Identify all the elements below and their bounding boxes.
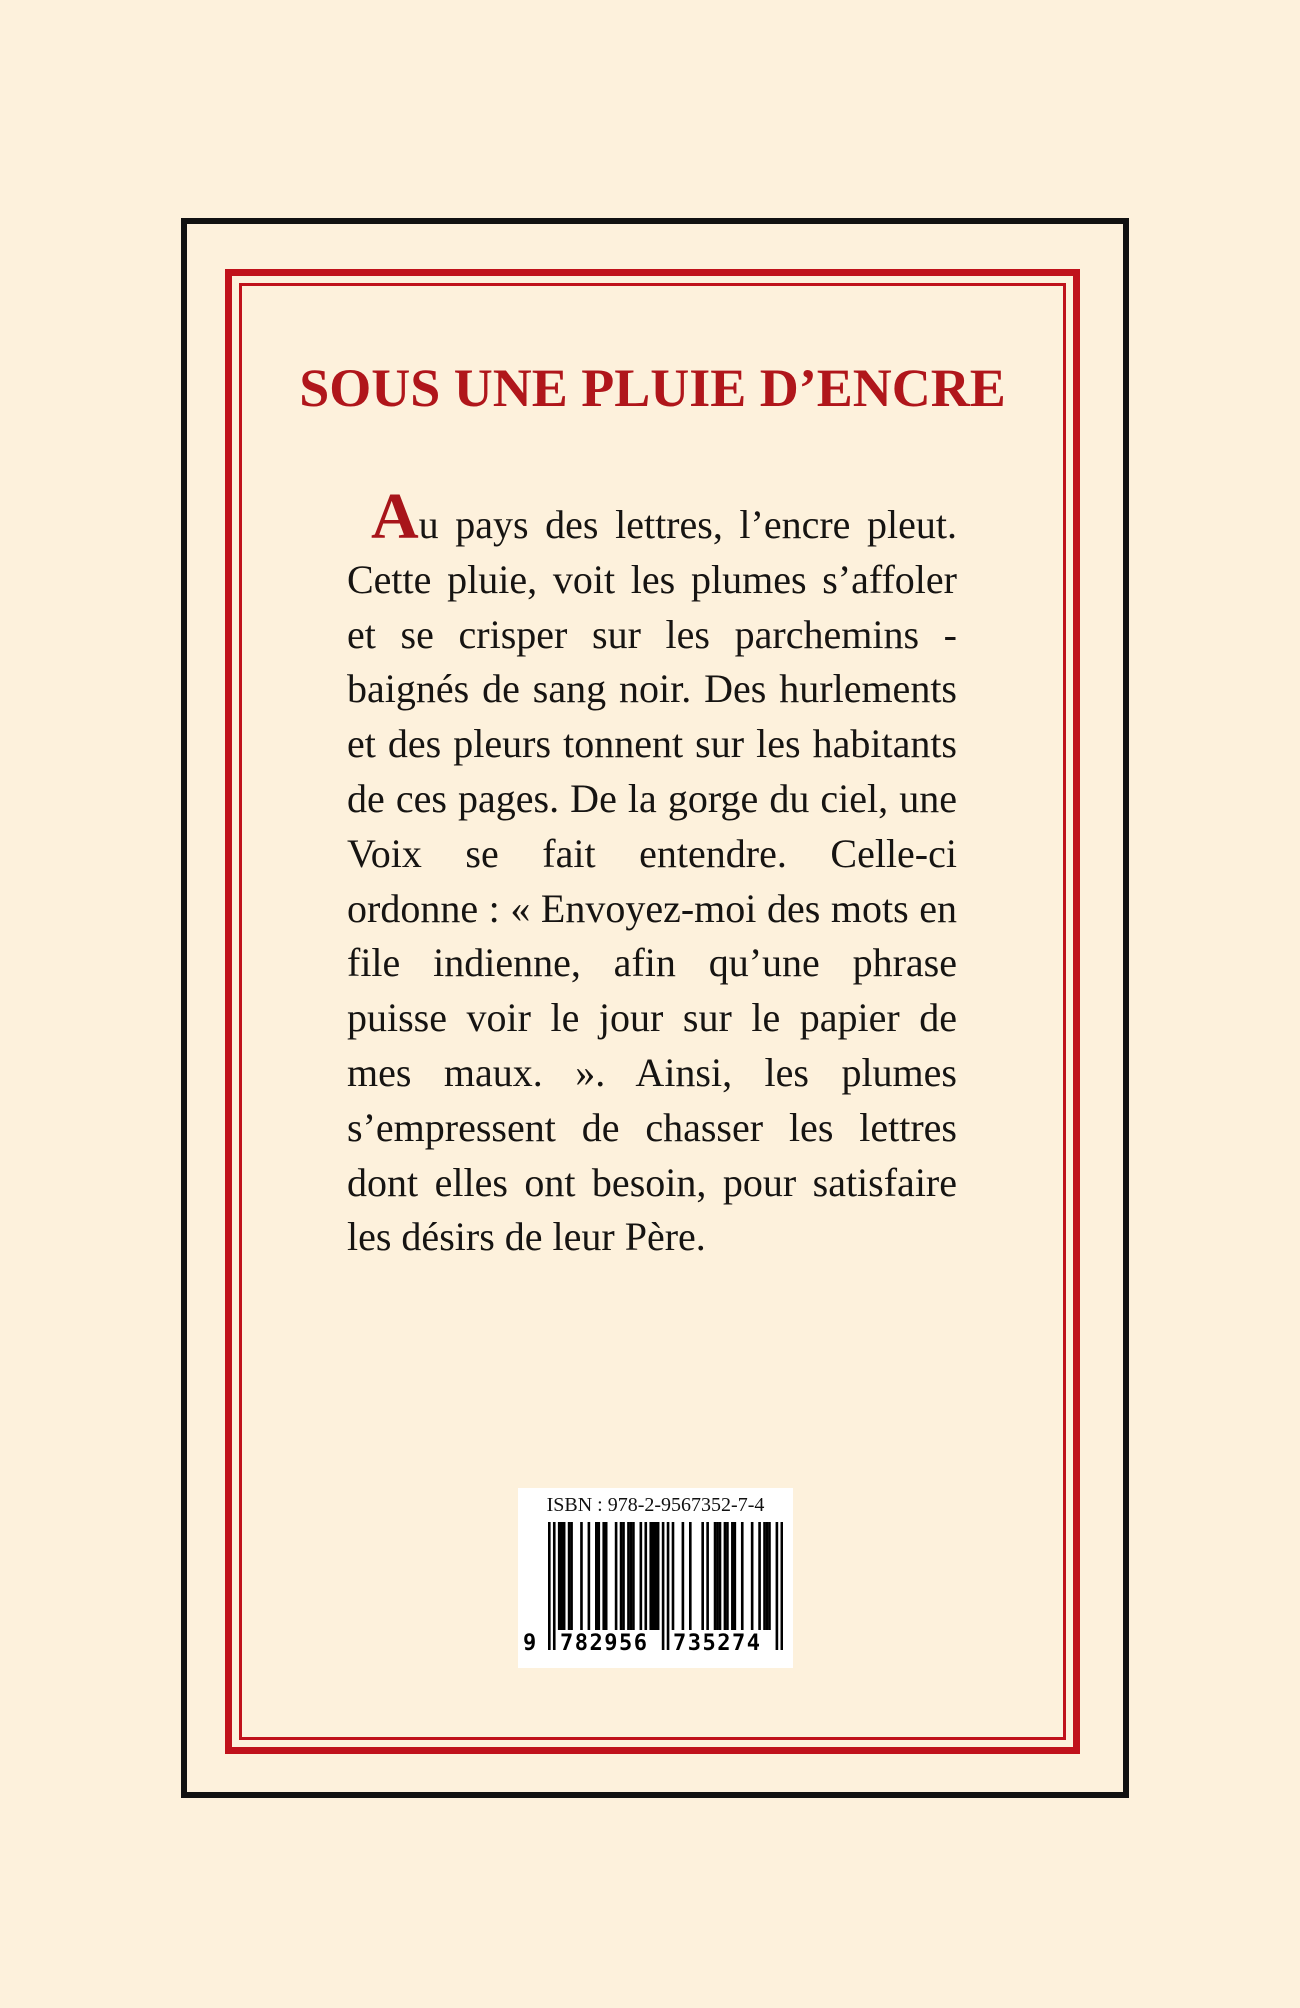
isbn-label: ISBN : 978-2-9567352-7-4 [546, 1494, 765, 1516]
barcode-bar [597, 1522, 600, 1630]
barcode-digits-right: 735274 [673, 1631, 762, 1656]
barcode-bar [560, 1522, 563, 1630]
barcode-bar [768, 1522, 771, 1630]
barcode-bar [689, 1522, 692, 1630]
barcode-bar [741, 1522, 744, 1630]
barcode-bar [724, 1522, 727, 1630]
barcode-bar [602, 1522, 605, 1630]
barcode-bar [558, 1522, 561, 1630]
barcode-bar [644, 1522, 647, 1630]
barcode-bar [734, 1522, 737, 1630]
blurb-text: u pays des lettres, l’encre pleut. Cette pluie, voit les plumes s’affoler et se crisper sur les parchemins - baignés de sang noir. Des hurlements et des pleurs tonnent sur les habitants de ces pages. De la gorge du ciel, une Voix se fait entendre. Celle-ci ordonne : « Envoyez-moi des mots en file indienne, afin qu’une phrase puisse voir le jour sur le papier de mes maux. ». Ainsi, les plumes s’empressent de chasser les lettres dont elles ont besoin, pour satisfaire les désirs de leur Père. [347, 502, 957, 1260]
barcode-bar [706, 1522, 709, 1630]
barcode-bar [657, 1522, 660, 1630]
barcode-bar [672, 1522, 675, 1630]
barcode-bar [682, 1522, 685, 1630]
barcode-bar [667, 1522, 670, 1650]
barcode-bar [553, 1522, 556, 1650]
barcode-bar [605, 1522, 608, 1630]
barcode-bar [563, 1522, 566, 1630]
barcode-bar [781, 1522, 783, 1650]
barcode-bar [580, 1522, 583, 1630]
barcode-bar [627, 1522, 630, 1630]
barcode-bar [751, 1522, 754, 1630]
barcode-bar [758, 1522, 761, 1630]
barcode-bar [719, 1522, 722, 1630]
barcode-digits-left: 782956 [560, 1631, 649, 1656]
barcode-bar [701, 1522, 704, 1630]
back-cover-blurb [347, 480, 957, 1265]
barcode-bar [630, 1522, 633, 1630]
isbn-barcode-block [518, 1488, 793, 1668]
barcode-bar [632, 1522, 635, 1630]
barcode-bar [588, 1522, 591, 1630]
barcode-bar [570, 1522, 573, 1630]
barcode-bar [548, 1522, 551, 1650]
barcode-digit-first: 9 [523, 1631, 537, 1656]
barcode-bar [763, 1522, 766, 1630]
barcode-bar [726, 1522, 729, 1630]
barcode-bar [662, 1522, 665, 1650]
book-title: SOUS UNE PLUIE D’ENCRE [299, 358, 1006, 418]
barcode-bar [622, 1522, 625, 1630]
barcode-bar [652, 1522, 655, 1630]
barcode-bar [714, 1522, 717, 1630]
barcode-bar [615, 1522, 618, 1630]
barcode-bar [649, 1522, 652, 1630]
barcode-bar [620, 1522, 623, 1630]
barcode-bar [731, 1522, 734, 1630]
barcode-bar [568, 1522, 571, 1630]
barcode-bar [766, 1522, 769, 1630]
barcode-bar [776, 1522, 779, 1650]
barcode-bar [654, 1522, 657, 1630]
barcode-bar [595, 1522, 598, 1630]
drop-cap: A [371, 480, 419, 553]
barcode-bar [716, 1522, 719, 1630]
barcode-bar [640, 1522, 643, 1630]
